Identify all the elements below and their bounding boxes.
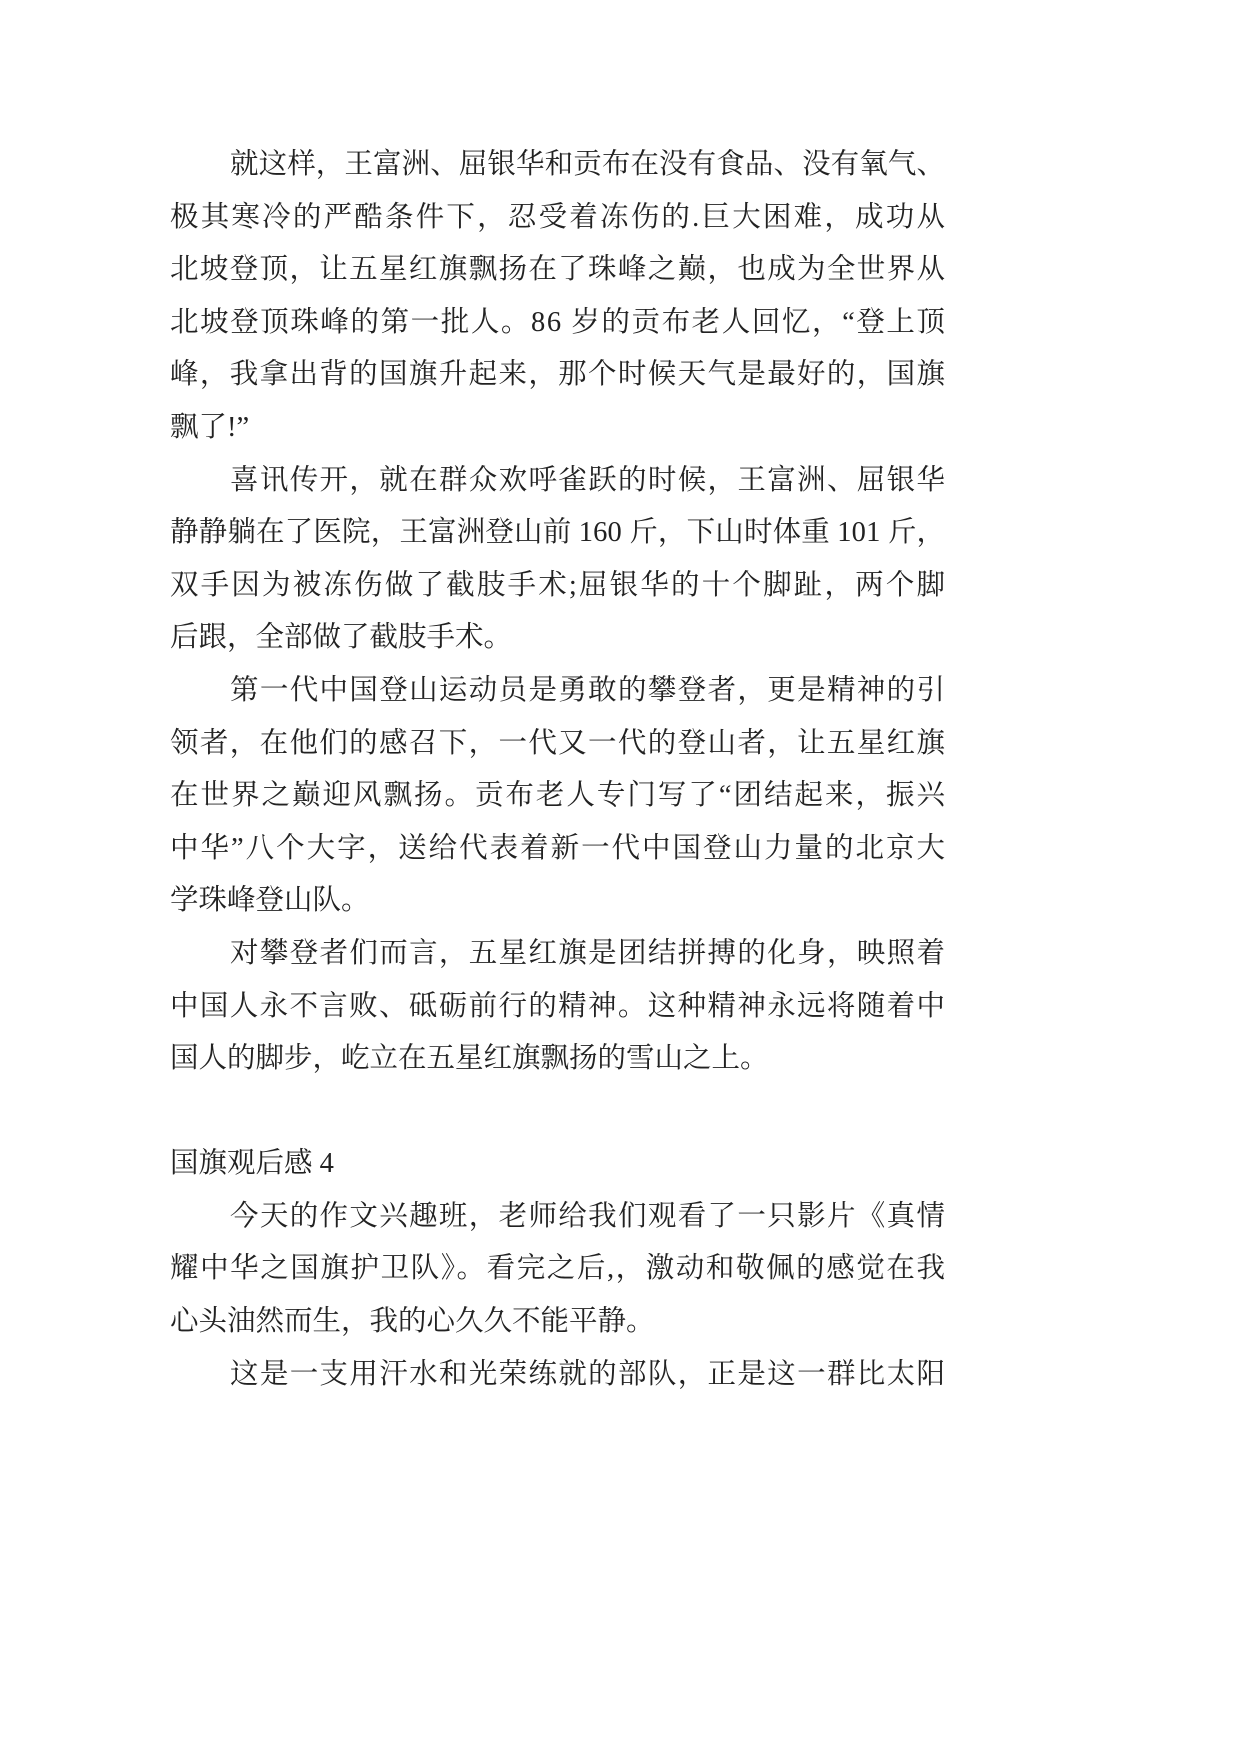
text-line-content: 对攀登者们而言，五星红旗是团结拼搏的化身，映照着	[230, 937, 947, 969]
text-line-content: 飘了!”	[170, 411, 250, 443]
section-2	[170, 1138, 945, 1401]
text-line	[170, 402, 945, 455]
text-line	[170, 875, 945, 928]
section-1	[170, 139, 948, 1086]
text-line-content: 这是一支用汗水和光荣练就的部队，正是这一群比太阳	[230, 1358, 947, 1390]
text-line	[170, 349, 945, 402]
text-line-content: 学珠峰登山队。	[170, 885, 370, 917]
text-line-content: 峰，我拿出背的国旗升起来，那个时候天气是最好的，国旗	[170, 359, 947, 391]
paragraph	[170, 1349, 945, 1402]
text-line-content: 静静躺在了医院，王富洲登山前 160 斤，下山时体重 101 斤，	[170, 517, 946, 549]
text-line-content: 后跟，全部做了截肢手术。	[170, 622, 513, 654]
text-line	[170, 1349, 945, 1402]
text-line	[170, 507, 945, 560]
text-line	[170, 1033, 945, 1086]
text-line-content: 第一代中国登山运动员是勇敢的攀登者，更是精神的引	[230, 674, 947, 706]
paragraph	[170, 665, 945, 928]
text-line-content: 中华”八个大字，送给代表着新一代中国登山力量的北京大	[170, 832, 947, 864]
text-line-content: 今天的作文兴趣班，老师给我们观看了一只影片《真情	[230, 1200, 947, 1232]
text-line	[170, 823, 945, 876]
text-line-content: 国人的脚步，屹立在五星红旗飘扬的雪山之上。	[170, 1043, 769, 1075]
document-body	[170, 139, 948, 1401]
text-line	[170, 139, 945, 192]
text-line-content: 北坡登顶，让五星红旗飘扬在了珠峰之巅，也成为全世界从	[170, 254, 947, 286]
text-line-content: 双手因为被冻伤做了截肢手术;屈银华的十个脚趾，两个脚	[170, 569, 948, 601]
text-line	[170, 560, 948, 613]
text-line-content: 心头油然而生，我的心久久不能平静。	[170, 1306, 655, 1338]
text-line-content: 中国人永不言败、砥砺前行的精神。这种精神永远将随着中	[170, 990, 947, 1022]
paragraph	[170, 928, 945, 1086]
text-line	[170, 455, 945, 508]
text-line	[170, 192, 948, 245]
text-line-content: 就这样，王富洲、屈银华和贡布在没有食品、没有氧气、	[230, 149, 946, 180]
text-line	[170, 770, 945, 823]
paragraph	[170, 139, 948, 455]
text-line-content: 领者，在他们的感召下，一代又一代的登山者，让五星红旗	[170, 727, 947, 759]
text-line	[170, 665, 945, 718]
text-line-content: 耀中华之国旗护卫队》。看完之后,，激动和敬佩的感觉在我	[170, 1253, 947, 1285]
paragraph	[170, 455, 948, 665]
text-line-content: 喜讯传开，就在群众欢呼雀跃的时候，王富洲、屈银华	[230, 464, 947, 496]
text-line	[170, 244, 945, 297]
text-line	[170, 1191, 945, 1244]
section-heading	[170, 1138, 945, 1191]
text-line	[170, 981, 945, 1034]
text-line	[170, 928, 945, 981]
section-heading-text: 国旗观后感 4	[170, 1148, 334, 1180]
paragraph	[170, 1191, 945, 1349]
text-line	[170, 297, 945, 350]
text-line-content: 在世界之巅迎风飘扬。贡布老人专门写了“团结起来，振兴	[170, 780, 947, 812]
text-line	[170, 612, 945, 665]
text-line-content: 北坡登顶珠峰的第一批人。86 岁的贡布老人回忆，“登上顶	[170, 306, 947, 338]
text-line	[170, 1243, 945, 1296]
section-2-paragraphs	[170, 1191, 945, 1401]
text-line	[170, 1296, 945, 1349]
blank-line	[170, 1086, 945, 1139]
text-line	[170, 718, 945, 771]
text-line-content: 极其寒冷的严酷条件下，忍受着冻伤的.巨大困难，成功从	[170, 201, 948, 233]
